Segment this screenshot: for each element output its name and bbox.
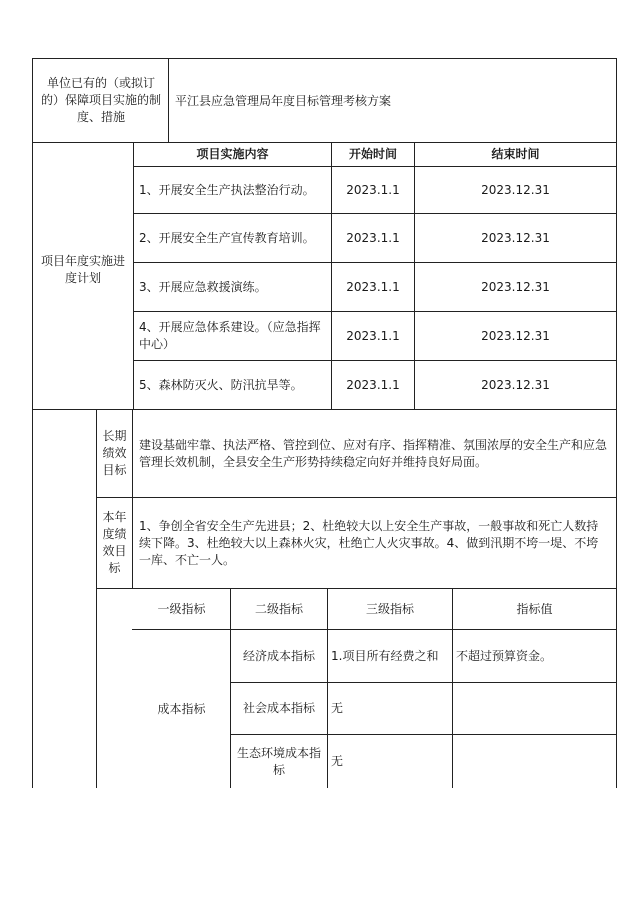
schedule-row-end: 2023.12.31 [481,377,550,392]
measures-label: 单位已有的（或拟订的）保障项目实施的制度、措施 [40,75,161,124]
schedule-row-end: 2023.12.31 [481,328,550,343]
schedule-row-start: 2023.1.1 [346,377,400,392]
schedule-row-end: 2023.12.31 [481,230,550,245]
schedule-row-start: 2023.1.1 [346,182,400,197]
schedule-row-start: 2023.1.1 [346,328,400,343]
indicator-level3: 无 [331,754,344,768]
indicator-level2: 经济成本指标 [242,648,315,663]
measures-value: 平江县应急管理局年度目标管理考核方案 [175,93,392,108]
divider [133,142,134,409]
table-border-right [616,58,617,788]
indicator-level3: 1.项目所有经费之和 [331,648,439,663]
schedule-row-content: 1、开展安全生产执法整治行动。 [139,182,315,197]
schedule-label: 项目年度实施进度计划 [40,254,125,285]
indicator-value [453,683,616,734]
table-border-left [32,58,33,788]
schedule-row-content: 3、开展应急救援演练。 [139,279,267,294]
indicator-level3: 无 [331,701,344,715]
header-end-time: 结束时间 [491,147,540,161]
long-term-goal-text: 建设基础牢靠、执法严格、管控到位、应对有序、指挥精准、氛围浓厚的安全生产和应急管理长效机制，全县安全生产形势持续稳定向好并维持良好局面。 [139,437,608,469]
schedule-row-end: 2023.12.31 [481,182,550,197]
schedule-row-content: 5、森林防灭火、防汛抗旱等。 [139,377,303,392]
divider [168,58,169,142]
table-border-top [32,58,617,59]
indicator-value: 不超过预算资金。 [456,648,553,663]
long-term-goal-label: 长期绩效目标 [102,428,127,477]
header-content: 项目实施内容 [196,147,269,161]
indicator-level2: 社会成本指标 [242,701,315,715]
schedule-row-content: 2、开展安全生产宣传教育培训。 [139,230,315,245]
indicator-level2: 生态环境成本指标 [236,745,321,777]
indicator-group-cost: 成本指标 [157,701,206,716]
header-level1: 一级指标 [157,601,206,616]
annual-goal-text: 1、争创全省安全生产先进县；2、杜绝较大以上安全生产事故，一般事故和死亡人数持续下降。3、杜绝较大以上森林火灾，杜绝亡人火灾事故。4、做到汛期不垮一堤、不垮一库、不亡一人。 [139,518,599,567]
header-level3: 三级指标 [365,601,414,616]
schedule-row-start: 2023.1.1 [346,230,400,245]
schedule-row-content: 4、开展应急体系建设。（应急指挥中心） [139,320,321,351]
indicator-value [453,735,616,788]
schedule-row-end: 2023.12.31 [481,279,550,294]
header-level2: 二级指标 [254,601,303,616]
schedule-row-start: 2023.1.1 [346,279,400,294]
header-value: 指标值 [516,601,553,616]
annual-goal-label: 本年度绩效目标 [102,510,127,575]
header-start-time: 开始时间 [348,147,397,161]
